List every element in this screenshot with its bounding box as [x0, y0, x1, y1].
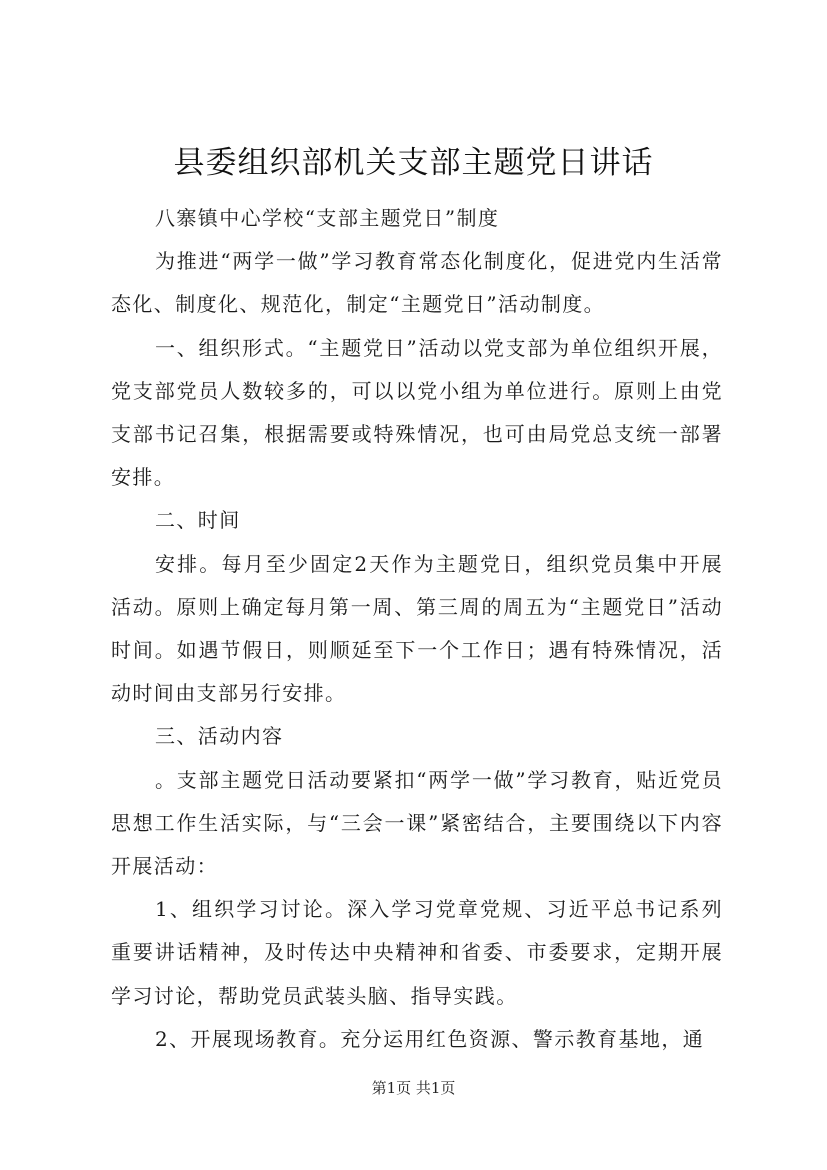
paragraph-section-time: 二、时间	[155, 508, 241, 533]
page-footer: 第1页 共1页	[371, 1079, 456, 1097]
paragraph-item-2: 2、开展现场教育。充分运用红色资源、警示教育基地，通	[155, 1026, 705, 1051]
paragraph-organization-form: 一、组织形式。“主题党日”活动以党支部为单位组织开展，党支部党员人数较多的，可以以党小组为单位进行。原则上由党支部书记召集，根据需要或特殊情况，也可由局党总支统一部署安排。	[111, 335, 723, 490]
paragraph-time-arrangement: 安排。每月至少固定2天作为主题党日，组织党员集中开展活动。原则上确定每月第一周、第三周的周五为“主题党日”活动时间。如遇节假日，则顺延至下一个工作日；遇有特殊情况，活动时间由支部另行安排。	[111, 551, 723, 706]
paragraph-section-content: 三、活动内容	[155, 724, 284, 749]
paragraph-heading-line: 八寨镇中心学校“支部主题党日”制度	[155, 206, 500, 230]
document-body	[111, 197, 723, 1061]
paragraph-item-1: 1、组织学习讨论。深入学习党章党规、习近平总书记系列重要讲话精神，及时传达中央精神和省委、市委要求，定期开展学习讨论，帮助党员武装头脑、指导实践。	[111, 897, 723, 1008]
paragraph-intro: 为推进“两学一做”学习教育常态化制度化，促进党内生活常态化、制度化、规范化，制定“主题党日”活动制度。	[111, 249, 723, 317]
paragraph-content-intro: 。支部主题党日活动要紧扣“两学一做”学习教育，贴近党员思想工作生活实际，与“三会一课”紧密结合，主要围绕以下内容开展活动：	[111, 767, 723, 879]
document-title: 县委组织部机关支部主题党日讲话	[173, 145, 654, 181]
